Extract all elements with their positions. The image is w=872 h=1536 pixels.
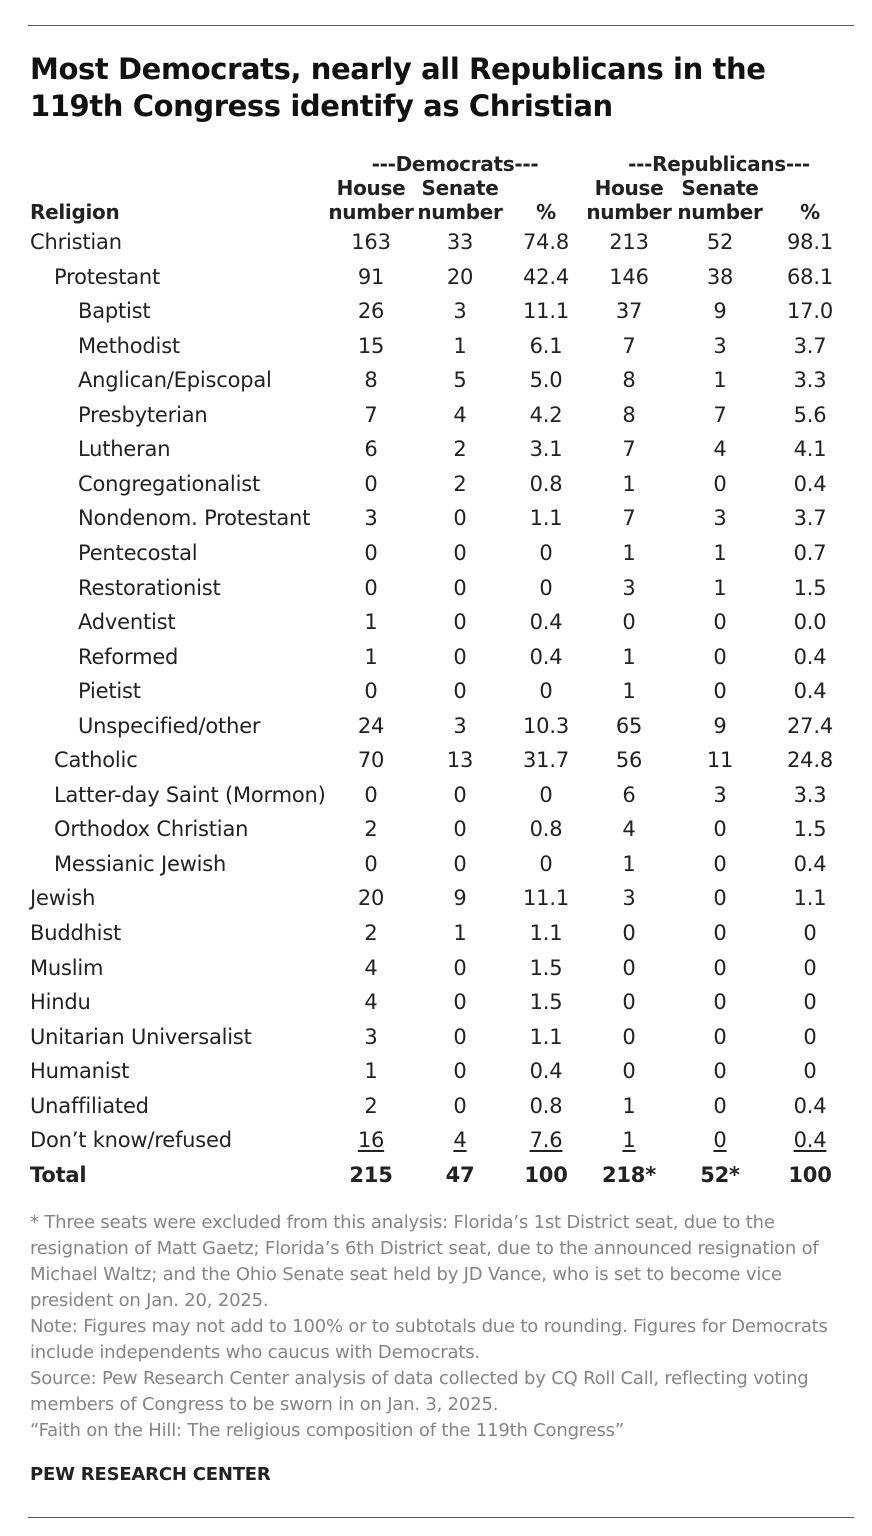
row-label: Messianic Jewish	[54, 851, 227, 876]
rep-senate-cell: 0	[713, 610, 727, 635]
rep-percent-cell: 4.1	[793, 437, 827, 462]
dem-house-cell: 3	[364, 506, 378, 531]
dem-senate-cell: 1	[453, 333, 467, 358]
row-label: Nondenom. Protestant	[78, 506, 311, 531]
dem-percent-cell: 11.1	[523, 299, 569, 324]
dem-house-cell: 1	[364, 644, 378, 669]
rep-senate-cell: 11	[706, 748, 734, 773]
dem-percent-cell: 7.6	[529, 1128, 563, 1153]
rep-house-cell: 0	[622, 1024, 636, 1049]
rep-house-cell: 7	[622, 333, 636, 358]
rep-percent-cell: 27.4	[787, 713, 833, 738]
dem-percent-cell: 0	[539, 679, 553, 704]
dem-house-cell: 7	[364, 402, 378, 427]
row-label: Pietist	[78, 679, 141, 704]
rep-percent-cell: 68.1	[787, 264, 833, 289]
dem-senate-cell: 0	[453, 817, 467, 842]
dem-percent-cell: 0.8	[529, 1093, 563, 1118]
row-label: Unaffiliated	[30, 1093, 149, 1118]
dem-senate-cell: 33	[446, 230, 474, 254]
rep-house-cell: 1	[622, 679, 636, 704]
table-row	[0, 1125, 872, 1159]
dem-percent-cell: 10.3	[523, 713, 569, 738]
row-label: Orthodox Christian	[54, 817, 249, 842]
rep-percent-cell: 1.5	[793, 575, 827, 600]
dem-senate-cell: 0	[453, 679, 467, 704]
table-row	[0, 1091, 872, 1125]
table-row	[0, 573, 872, 607]
table-row	[0, 849, 872, 883]
rep-house-cell: 65	[615, 713, 643, 738]
rep-senate-cell: 9	[713, 713, 727, 738]
row-label: Jewish	[30, 886, 96, 911]
dem-percent-cell: 0	[539, 540, 553, 565]
dem-senate-cell: 4	[453, 402, 467, 427]
dem-senate-cell: 0	[453, 851, 467, 876]
rep-percent-cell: 0.4	[793, 1128, 827, 1153]
rep-senate-cell: 0	[713, 1024, 727, 1049]
row-label: Adventist	[78, 610, 176, 635]
footnote-report-title: “Faith on the Hill: The religious composition of the 119th Congress”	[30, 1420, 624, 1441]
rep-percent-cell: 0.4	[793, 644, 827, 669]
row-label: Anglican/Episcopal	[78, 368, 272, 393]
row-label: Methodist	[78, 333, 180, 358]
rep-percent-cell: 3.7	[793, 333, 827, 358]
dem-senate-cell: 4	[453, 1128, 467, 1153]
footnote-source: Source: Pew Research Center analysis of data collected by CQ Roll Call, reflecting voting members of Congress to be sworn in on Jan. 3, 2025.	[30, 1368, 809, 1415]
row-label: Muslim	[30, 955, 104, 980]
rep-senate-cell: 0	[713, 817, 727, 842]
dem-house-cell: 163	[351, 230, 391, 254]
rep-senate-cell: 0	[713, 1059, 727, 1084]
rep-house-cell: 0	[622, 921, 636, 945]
dem-house-cell: 0	[364, 679, 378, 704]
dem-senate-cell: 0	[453, 1093, 467, 1118]
rep-senate-column-header: Senate number	[677, 176, 763, 224]
row-label: Lutheran	[78, 437, 171, 462]
dem-house-cell: 4	[364, 990, 378, 1015]
footnote-asterisk: * Three seats were excluded from this analysis: Florida’s 1st District seat, due to the resignation of Matt Gaetz; Florida’s 6th District seat, due to the announced resignation of Michael Waltz; and the Ohio Senate seat held by JD Vance, who is set to become vice president on Jan. 20, 2025.	[30, 1212, 819, 1311]
rep-senate-cell: 0	[713, 955, 727, 980]
dem-senate-cell: 0	[453, 1059, 467, 1084]
dem-senate-cell: 0	[453, 506, 467, 531]
row-label: Restorationist	[78, 575, 221, 600]
table-row	[0, 642, 872, 676]
table-row	[0, 711, 872, 745]
table-row	[0, 538, 872, 572]
table-row	[0, 262, 872, 296]
dem-house-cell: 24	[357, 713, 385, 738]
dem-house-cell: 3	[364, 1024, 378, 1049]
dem-senate-cell: 47	[445, 1162, 475, 1187]
rep-percent-cell: 0	[803, 990, 817, 1015]
dem-percent-column-header: %	[536, 200, 556, 224]
dem-senate-cell: 1	[453, 921, 467, 945]
rep-senate-cell: 3	[713, 782, 727, 807]
table-row	[0, 400, 872, 434]
dem-percent-cell: 0.8	[529, 471, 563, 496]
rep-house-cell: 3	[622, 886, 636, 911]
dem-house-cell: 2	[364, 817, 378, 842]
dem-percent-cell: 74.8	[523, 230, 569, 254]
rep-house-cell: 3	[622, 575, 636, 600]
dem-senate-cell: 9	[453, 886, 467, 911]
dem-senate-cell: 2	[453, 437, 467, 462]
rep-percent-cell: 1.1	[793, 886, 827, 911]
dem-house-cell: 8	[364, 368, 378, 393]
rep-percent-cell: 100	[788, 1162, 832, 1187]
table-row	[0, 434, 872, 468]
row-label: Baptist	[78, 299, 151, 324]
row-label: Unspecified/other	[78, 713, 261, 738]
rep-senate-cell: 1	[713, 540, 727, 565]
footnote-note: Note: Figures may not add to 100% or to subtotals due to rounding. Figures for Democrats include independents who caucus with Democrats.	[30, 1316, 828, 1363]
dem-senate-cell: 0	[453, 990, 467, 1015]
rep-house-cell: 146	[609, 264, 649, 289]
rep-house-cell: 7	[622, 437, 636, 462]
dem-house-cell: 91	[357, 264, 385, 289]
rep-house-cell: 218*	[601, 1162, 657, 1187]
rep-percent-cell: 3.3	[793, 782, 827, 807]
rep-house-cell: 1	[622, 1093, 636, 1118]
table-row	[0, 227, 872, 261]
rep-house-cell: 1	[622, 1128, 636, 1153]
dem-percent-cell: 0	[539, 782, 553, 807]
rep-house-column-header: House number	[586, 176, 672, 224]
dem-house-cell: 16	[357, 1128, 385, 1153]
dem-senate-cell: 3	[453, 299, 467, 324]
bottom-rule	[28, 1517, 854, 1518]
dem-house-cell: 70	[357, 748, 385, 773]
dem-house-cell: 0	[364, 575, 378, 600]
dem-percent-cell: 0	[539, 851, 553, 876]
rep-house-cell: 1	[622, 851, 636, 876]
rep-senate-cell: 52*	[700, 1162, 740, 1187]
rep-percent-cell: 98.1	[787, 230, 833, 254]
dem-percent-cell: 6.1	[529, 333, 563, 358]
rep-percent-cell: 0	[803, 955, 817, 980]
dem-percent-cell: 31.7	[523, 748, 569, 773]
rep-senate-cell: 9	[713, 299, 727, 324]
rep-house-cell: 213	[609, 230, 649, 254]
rep-house-cell: 56	[615, 748, 643, 773]
rep-percent-cell: 1.5	[793, 817, 827, 842]
table-row	[0, 953, 872, 987]
rep-percent-cell: 17.0	[787, 299, 833, 324]
dem-senate-cell: 0	[453, 955, 467, 980]
dem-senate-cell: 0	[453, 782, 467, 807]
rep-senate-cell: 0	[713, 1093, 727, 1118]
dem-house-cell: 26	[357, 299, 385, 324]
rep-senate-cell: 7	[713, 402, 727, 427]
dem-percent-cell: 0.8	[529, 817, 563, 842]
table-row	[0, 918, 872, 952]
republicans-group-header: ---Republicans---	[628, 152, 810, 176]
rep-percent-cell: 0.4	[793, 1093, 827, 1118]
row-label: Catholic	[54, 748, 138, 773]
table-row	[0, 503, 872, 537]
rep-house-cell: 4	[622, 817, 636, 842]
dem-house-cell: 2	[364, 1093, 378, 1118]
dem-senate-cell: 2	[453, 471, 467, 496]
rep-house-cell: 37	[615, 299, 643, 324]
rep-percent-cell: 0.4	[793, 679, 827, 704]
dem-senate-cell: 0	[453, 575, 467, 600]
democrats-group-header: ---Democrats---	[371, 152, 539, 176]
dem-house-cell: 0	[364, 782, 378, 807]
row-label: Congregationalist	[78, 471, 260, 496]
top-rule	[28, 25, 854, 26]
dem-house-cell: 1	[364, 610, 378, 635]
row-label: Unitarian Universalist	[30, 1024, 252, 1049]
dem-senate-cell: 0	[453, 1024, 467, 1049]
table-row	[0, 365, 872, 399]
rep-house-cell: 7	[622, 506, 636, 531]
rep-house-cell: 1	[622, 540, 636, 565]
dem-senate-column-header: Senate number	[417, 176, 503, 224]
table-row	[0, 296, 872, 330]
dem-percent-cell: 5.0	[529, 368, 563, 393]
dem-percent-cell: 42.4	[523, 264, 569, 289]
table-row	[0, 745, 872, 779]
rep-senate-cell: 52	[706, 230, 734, 254]
dem-percent-cell: 0	[539, 575, 553, 600]
rep-senate-cell: 3	[713, 506, 727, 531]
rep-senate-cell: 3	[713, 333, 727, 358]
rep-percent-cell: 0.4	[793, 471, 827, 496]
rep-house-cell: 0	[622, 1059, 636, 1084]
row-label: Buddhist	[30, 921, 122, 945]
rep-house-cell: 1	[622, 644, 636, 669]
dem-senate-cell: 13	[446, 748, 474, 773]
rep-house-cell: 0	[622, 990, 636, 1015]
dem-percent-cell: 0.4	[529, 1059, 563, 1084]
table-row	[0, 1160, 872, 1194]
table-row	[0, 1022, 872, 1056]
rep-percent-cell: 0.0	[793, 610, 827, 635]
rep-senate-cell: 0	[713, 990, 727, 1015]
dem-senate-cell: 0	[453, 540, 467, 565]
rep-senate-cell: 38	[706, 264, 734, 289]
rep-senate-cell: 4	[713, 437, 727, 462]
row-label: Christian	[30, 230, 122, 254]
chart-title: Most Democrats, nearly all Republicans in the 119th Congress identify as Christian	[30, 52, 766, 123]
dem-senate-cell: 20	[446, 264, 474, 289]
rep-senate-cell: 0	[713, 679, 727, 704]
rep-house-cell: 6	[622, 782, 636, 807]
religion-column-header: Religion	[30, 200, 120, 224]
dem-percent-cell: 1.1	[529, 921, 563, 945]
rep-senate-cell: 0	[713, 471, 727, 496]
dem-percent-cell: 0.4	[529, 610, 563, 635]
rep-percent-cell: 0.4	[793, 851, 827, 876]
row-label: Total	[30, 1162, 87, 1187]
dem-house-cell: 215	[349, 1162, 393, 1187]
rep-percent-cell: 3.3	[793, 368, 827, 393]
rep-senate-cell: 0	[713, 851, 727, 876]
table-row	[0, 1056, 872, 1090]
brand-label: PEW RESEARCH CENTER	[30, 1464, 271, 1485]
dem-percent-cell: 1.5	[529, 955, 563, 980]
dem-house-cell: 0	[364, 851, 378, 876]
dem-house-column-header: House number	[328, 176, 414, 224]
footnotes	[30, 1210, 850, 1444]
rep-percent-cell: 0	[803, 1059, 817, 1084]
row-label: Latter-day Saint (Mormon)	[54, 782, 326, 807]
row-label: Presbyterian	[78, 402, 208, 427]
table-row	[0, 987, 872, 1021]
row-label: Don’t know/refused	[30, 1128, 232, 1153]
dem-house-cell: 2	[364, 921, 378, 945]
table-row	[0, 469, 872, 503]
table-row	[0, 607, 872, 641]
rep-house-cell: 8	[622, 402, 636, 427]
row-label: Humanist	[30, 1059, 130, 1084]
table-row	[0, 780, 872, 814]
dem-senate-cell: 3	[453, 713, 467, 738]
dem-percent-cell: 0.4	[529, 644, 563, 669]
rep-house-cell: 1	[622, 471, 636, 496]
rep-senate-cell: 1	[713, 575, 727, 600]
dem-house-cell: 4	[364, 955, 378, 980]
row-label: Reformed	[78, 644, 179, 669]
dem-house-cell: 6	[364, 437, 378, 462]
table-row	[0, 814, 872, 848]
dem-house-cell: 0	[364, 540, 378, 565]
row-label: Hindu	[30, 990, 91, 1015]
dem-percent-cell: 1.1	[529, 1024, 563, 1049]
dem-percent-cell: 1.1	[529, 506, 563, 531]
rep-percent-cell: 0	[803, 921, 817, 945]
rep-senate-cell: 0	[713, 1128, 727, 1153]
dem-house-cell: 0	[364, 471, 378, 496]
dem-house-cell: 15	[357, 333, 385, 358]
dem-percent-cell: 1.5	[529, 990, 563, 1015]
rep-house-cell: 0	[622, 955, 636, 980]
dem-senate-cell: 0	[453, 610, 467, 635]
row-label: Pentecostal	[78, 540, 198, 565]
rep-senate-cell: 1	[713, 368, 727, 393]
rep-percent-cell: 5.6	[793, 402, 827, 427]
rep-percent-column-header: %	[800, 200, 820, 224]
rep-percent-cell: 0	[803, 1024, 817, 1049]
rep-senate-cell: 0	[713, 886, 727, 911]
dem-senate-cell: 5	[453, 368, 467, 393]
rep-house-cell: 8	[622, 368, 636, 393]
dem-percent-cell: 4.2	[529, 402, 563, 427]
rep-house-cell: 0	[622, 610, 636, 635]
dem-house-cell: 20	[357, 886, 385, 911]
dem-percent-cell: 11.1	[523, 886, 569, 911]
table-row	[0, 331, 872, 365]
row-label: Protestant	[54, 264, 161, 289]
dem-percent-cell: 3.1	[529, 437, 563, 462]
dem-percent-cell: 100	[524, 1162, 568, 1187]
table-row	[0, 676, 872, 710]
rep-percent-cell: 24.8	[787, 748, 833, 773]
table-row	[0, 883, 872, 917]
dem-house-cell: 1	[364, 1059, 378, 1084]
rep-percent-cell: 0.7	[793, 540, 827, 565]
rep-senate-cell: 0	[713, 921, 727, 945]
dem-senate-cell: 0	[453, 644, 467, 669]
rep-senate-cell: 0	[713, 644, 727, 669]
rep-percent-cell: 3.7	[793, 506, 827, 531]
